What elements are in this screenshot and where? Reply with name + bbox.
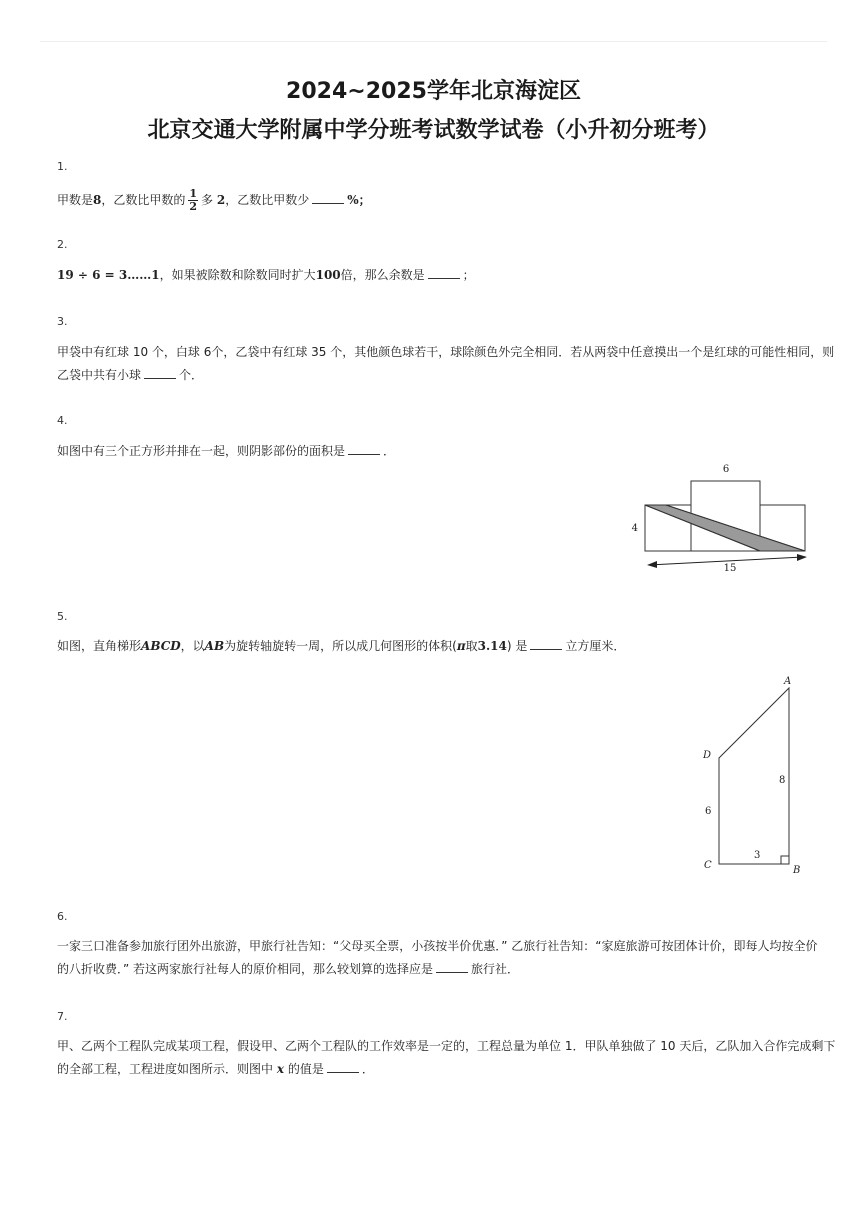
label-cb: 3: [754, 850, 761, 861]
page-subtitle: 北京交通大学附属中学分班考试数学试卷（小升初分班考）: [147, 118, 720, 143]
question-7-line-2: 的全部工程，工程进度如图所示．则图中 x 的值是 ．: [57, 1062, 374, 1076]
question-7-number: 7.: [57, 1010, 68, 1023]
answer-blank[interactable]: [312, 193, 344, 204]
trapezoid-figure: [695, 670, 815, 885]
arrowhead-right-icon: [797, 554, 807, 561]
fraction: $\frac{1}{2}$: [189, 187, 198, 213]
answer-blank[interactable]: [428, 268, 460, 279]
question-2-text: 19 ÷ 6 = 3……1，如果被除数和除数同时扩大100倍，那么余数是 ；: [57, 268, 475, 282]
answer-blank[interactable]: [144, 368, 176, 379]
question-1-text: 甲数是8，乙数比甲数的 $\frac{1}{2}$ 多 2，乙数比甲数少 %；: [57, 187, 371, 213]
diagonal-line: [666, 505, 805, 551]
vertex-a: A: [784, 676, 792, 687]
squares-figure: [620, 455, 820, 585]
arrowhead-left-icon: [647, 561, 657, 568]
question-3-number: 3.: [57, 315, 68, 328]
question-5-number: 5.: [57, 610, 68, 623]
question-4-text: 如图中有三个正方形并排在一起，则阴影部份的面积是 ．: [57, 444, 396, 458]
label-bottom: 15: [723, 563, 737, 574]
question-6-line-2: 的八折收费．” 若这两家旅行社每人的原价相同，那么较划算的选择应是 旅行社．: [57, 962, 520, 976]
answer-blank[interactable]: [348, 444, 380, 455]
vertex-c: C: [704, 860, 712, 871]
question-2-number: 2.: [57, 238, 68, 251]
question-4-number: 4.: [57, 414, 68, 427]
label-left: 4: [631, 523, 638, 534]
question-5-text: 如图，直角梯形ABCD，以AB为旋转轴旋转一周，所以成几何图形的体积(π取3.14) 是 立方厘米．: [57, 639, 626, 653]
header-divider: [40, 41, 827, 42]
question-1-number: 1.: [57, 160, 68, 173]
question-7-line-1: 甲、乙两个工程队完成某项工程，假设甲、乙两个工程队的工作效率是一定的，工程总量为单位 1．甲队单独做了 10 天后，乙队加入合作完成剩下: [57, 1039, 836, 1053]
shaded-region: [645, 505, 805, 551]
question-6-line-1: 一家三口准备参加旅行团外出旅游，甲旅行社告知：“父母买全票，小孩按半价优惠．” 乙旅行社告知：“家庭旅游可按团体计价，即每人均按全价: [57, 939, 818, 953]
question-3-line-1: 甲袋中有红球 10 个，白球 6个，乙袋中有红球 35 个，其他颜色球若干，球除颜色外完全相同．若从两袋中任意摸出一个是红球的可能性相同，则: [57, 345, 835, 359]
answer-blank[interactable]: [436, 962, 468, 973]
vertex-d: D: [703, 750, 712, 761]
label-top: 6: [722, 464, 730, 475]
question-3-line-2: 乙袋中共有小球 个．: [57, 368, 204, 382]
question-6-number: 6.: [57, 910, 68, 923]
page-title: 2024~2025学年北京海淀区: [286, 79, 581, 104]
right-angle-mark: [781, 856, 789, 864]
label-ab: 8: [779, 775, 786, 786]
answer-blank[interactable]: [327, 1062, 359, 1073]
vertex-b: B: [793, 865, 801, 876]
answer-blank[interactable]: [530, 639, 562, 650]
label-dc: 6: [705, 806, 712, 817]
diagonal-line: [645, 505, 760, 551]
